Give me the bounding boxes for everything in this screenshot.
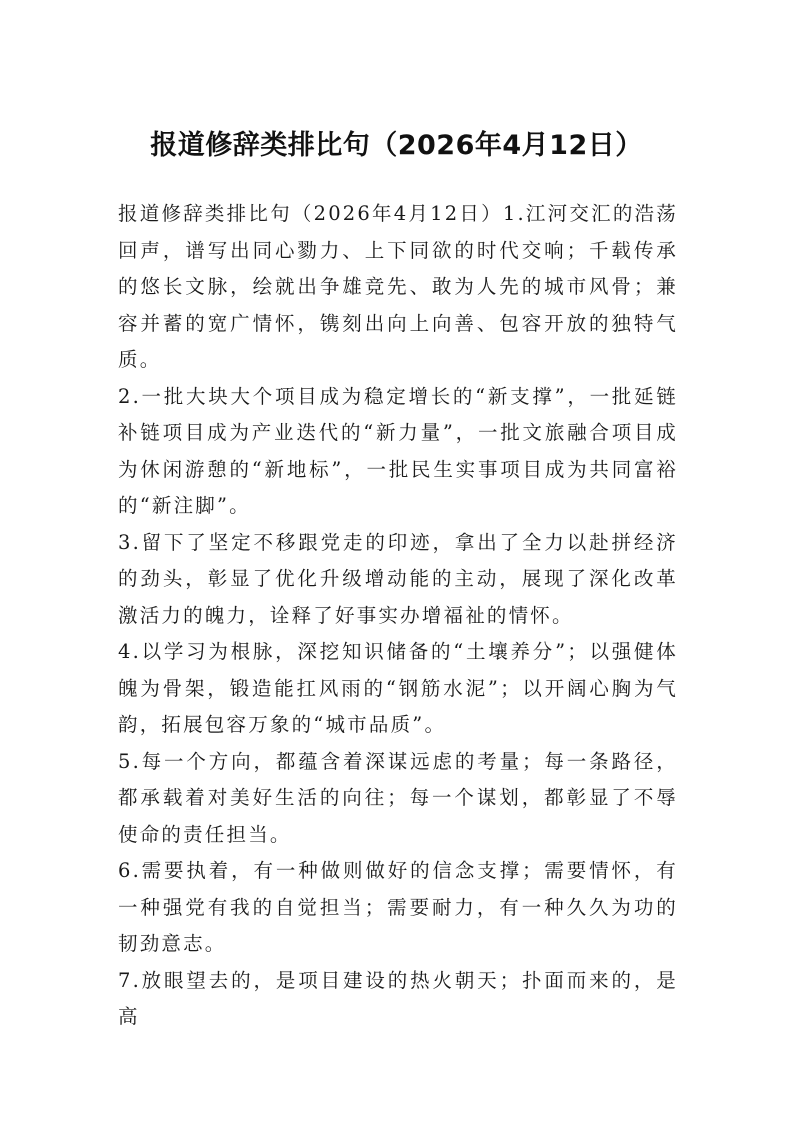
paragraph-2: 2.一批大块大个项目成为稳定增长的“新支撑”，一批延链补链项目成为产业迭代的“新力量”，一批文旅融合项目成为休闲游憩的“新地标”，一批民生实事项目成为共同富裕的“新注脚”。 <box>118 384 678 517</box>
paragraph-4: 4.以学习为根脉，深挖知识储备的“土壤养分”；以强健体魄为骨架，锻造能扛风雨的“钢筋水泥”；以开阔心胸为气韵，拓展包容万象的“城市品质”。 <box>118 640 678 736</box>
document-title: 报道修辞类排比句（2026年4月12日） <box>150 130 643 161</box>
paragraph-7: 7.放眼望去的，是项目建设的热火朝天；扑面而来的，是高 <box>118 968 678 1028</box>
paragraph-3: 3.留下了坚定不移跟党走的印迹，拿出了全力以赴拼经济的劲头，彰显了优化升级增动能的主动，展现了深化改革激活力的魄力，诠释了好事实办增福祉的情怀。 <box>118 530 678 627</box>
paragraph-6: 6.需要执着，有一种做则做好的信念支撑；需要情怀，有一种强党有我的自觉担当；需要耐力，有一种久久为功的韧劲意志。 <box>118 859 678 955</box>
paragraph-1: 报道修辞类排比句（2026年4月12日）1.江河交汇的浩荡回声，谱写出同心勠力、上下同欲的时代交响；千载传承的悠长文脉，绘就出争雄竞先、敢为人先的城市风骨；兼容并蓄的宽广情怀，镌刻出向上向善、包容开放的独特气质。 <box>118 202 678 371</box>
paragraph-5: 5.每一个方向，都蕴含着深谋远虑的考量；每一条路径，都承载着对美好生活的向往；每一个谋划，都彰显了不辱使命的责任担当。 <box>118 749 678 846</box>
document-body <box>118 196 678 1036</box>
